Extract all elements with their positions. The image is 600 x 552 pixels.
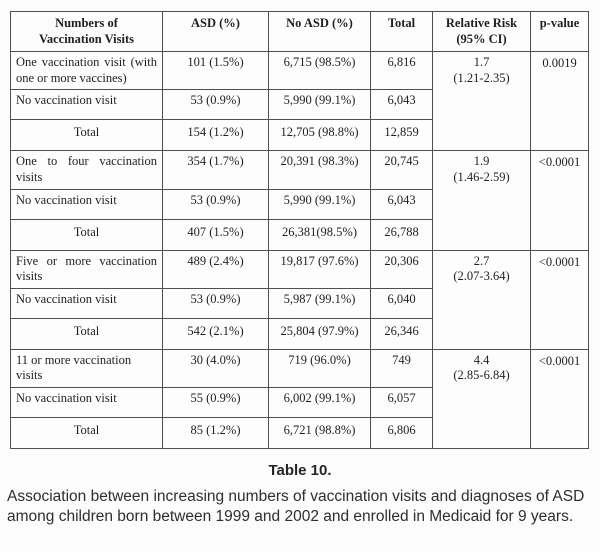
section-five-or-more-visits	[11, 250, 589, 349]
asd-cell: 354 (1.7%)	[163, 151, 269, 189]
header-row	[11, 12, 589, 52]
row-label-cell: 11 or more vaccination visits	[11, 349, 163, 387]
table-row	[11, 250, 589, 288]
p-value-cell: 0.0019	[531, 52, 589, 151]
header-line: Total	[387, 16, 416, 30]
asd-cell: 53 (0.9%)	[163, 189, 269, 219]
no-asd-cell: 6,715 (98.5%)	[269, 52, 371, 90]
asd-cell: 53 (0.9%)	[163, 288, 269, 318]
asd-cell: 407 (1.5%)	[163, 219, 269, 250]
section-one-visit	[11, 52, 589, 151]
total-cell: 6,057	[371, 388, 433, 418]
col-header-total	[371, 12, 433, 52]
col-header-visits	[11, 12, 163, 52]
no-asd-cell: 19,817 (97.6%)	[269, 250, 371, 288]
vaccination-asd-table	[10, 11, 589, 449]
no-asd-cell: 12,705 (98.8%)	[269, 120, 371, 151]
asd-cell: 53 (0.9%)	[163, 90, 269, 120]
header-line: Relative Risk	[445, 16, 518, 30]
asd-cell: 30 (4.0%)	[163, 349, 269, 387]
row-label-cell: No vaccination visit	[11, 90, 163, 120]
no-asd-cell: 6,002 (99.1%)	[269, 388, 371, 418]
col-header-asd	[163, 12, 269, 52]
relative-risk-cell	[433, 250, 531, 349]
relative-risk-value: 1.9	[473, 154, 490, 169]
table-row	[11, 349, 589, 387]
row-label-cell: One to four vaccination visits	[11, 151, 163, 189]
header-line: ASD (%)	[191, 16, 240, 30]
no-asd-cell: 25,804 (97.9%)	[269, 318, 371, 349]
total-cell: 12,859	[371, 120, 433, 151]
total-cell: 6,806	[371, 418, 433, 449]
total-cell: 26,346	[371, 318, 433, 349]
total-cell: 20,745	[371, 151, 433, 189]
header-line: (95% CI)	[456, 31, 507, 46]
row-label-cell: No vaccination visit	[11, 189, 163, 219]
relative-risk-cell	[433, 151, 531, 250]
header-line: Numbers of	[55, 16, 118, 30]
confidence-interval: (1.46-2.59)	[453, 169, 510, 184]
asd-cell: 101 (1.5%)	[163, 52, 269, 90]
total-cell: 26,788	[371, 219, 433, 250]
no-asd-cell: 5,990 (99.1%)	[269, 189, 371, 219]
no-asd-cell: 5,987 (99.1%)	[269, 288, 371, 318]
no-asd-cell: 6,721 (98.8%)	[269, 418, 371, 449]
row-label-cell: Total	[11, 318, 163, 349]
relative-risk-value: 2.7	[473, 253, 490, 268]
total-cell: 6,040	[371, 288, 433, 318]
asd-cell: 489 (2.4%)	[163, 250, 269, 288]
relative-risk-value: 4.4	[473, 352, 490, 367]
confidence-interval: (2.07-3.64)	[453, 269, 510, 284]
col-header-relative-risk	[433, 12, 531, 52]
section-one-to-four-visits	[11, 151, 589, 250]
asd-cell: 55 (0.9%)	[163, 388, 269, 418]
no-asd-cell: 5,990 (99.1%)	[269, 90, 371, 120]
relative-risk-value: 1.7	[473, 55, 490, 69]
no-asd-cell: 20,391 (98.3%)	[269, 151, 371, 189]
confidence-interval: (2.85-6.84)	[453, 368, 510, 383]
asd-cell: 542 (2.1%)	[163, 318, 269, 349]
relative-risk-cell	[433, 349, 531, 448]
row-label-cell: No vaccination visit	[11, 388, 163, 418]
table-caption-text: Association between increasing numbers of vaccination visits and diagnoses of ASD among children born between 1999 and 2002 and enrolled in Medicaid for 9 years.	[7, 488, 585, 526]
row-label-cell: Total	[11, 120, 163, 151]
total-cell: 20,306	[371, 250, 433, 288]
row-label-cell: No vaccination visit	[11, 288, 163, 318]
total-cell: 6,043	[371, 189, 433, 219]
col-header-no-asd	[269, 12, 371, 52]
table-row	[11, 52, 589, 90]
table-row	[11, 151, 589, 189]
asd-cell: 85 (1.2%)	[163, 418, 269, 449]
header-line: No ASD (%)	[286, 16, 353, 30]
row-label-cell: One vaccination visit (with one or more vaccines)	[11, 52, 163, 90]
table-caption-title: Table 10.	[268, 462, 332, 479]
confidence-interval: (1.21-2.35)	[453, 70, 510, 85]
no-asd-cell: 26,381(98.5%)	[269, 219, 371, 250]
table-figure	[10, 11, 589, 449]
section-eleven-or-more-visits	[11, 349, 589, 448]
p-value-cell: <0.0001	[531, 151, 589, 250]
table-header	[11, 12, 589, 52]
total-cell: 749	[371, 349, 433, 387]
p-value-cell: <0.0001	[531, 250, 589, 349]
no-asd-cell: 719 (96.0%)	[269, 349, 371, 387]
asd-cell: 154 (1.2%)	[163, 120, 269, 151]
row-label-cell: Total	[11, 219, 163, 250]
total-cell: 6,816	[371, 52, 433, 90]
col-header-p-value	[531, 12, 589, 52]
row-label-cell: Total	[11, 418, 163, 449]
header-line: Vaccination Visits	[38, 31, 135, 46]
p-value-cell: <0.0001	[531, 349, 589, 448]
header-line: p-value	[539, 16, 580, 30]
total-cell: 6,043	[371, 90, 433, 120]
row-label-cell: Five or more vaccination visits	[11, 250, 163, 288]
relative-risk-cell	[433, 52, 531, 151]
